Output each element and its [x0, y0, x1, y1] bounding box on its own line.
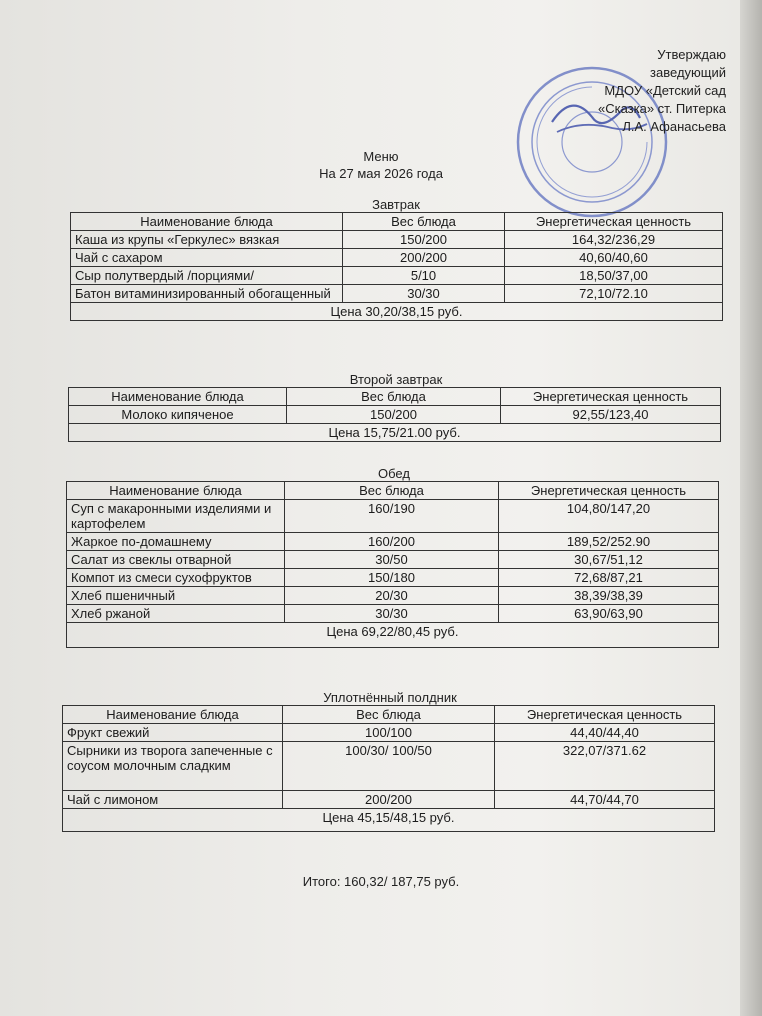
column-header-energy: Энергетическая ценность	[501, 388, 721, 406]
column-header-energy: Энергетическая ценность	[499, 482, 719, 500]
approval-block	[506, 46, 726, 136]
table-row	[71, 231, 723, 249]
dish-name: Чай с лимоном	[63, 791, 283, 809]
dish-weight: 160/190	[285, 500, 499, 533]
table-row	[71, 249, 723, 267]
menu-header	[0, 148, 762, 182]
column-header-energy: Энергетическая ценность	[495, 706, 715, 724]
dish-energy: 38,39/38,39	[499, 587, 719, 605]
dish-weight: 150/200	[343, 231, 505, 249]
dish-weight: 200/200	[343, 249, 505, 267]
dish-name: Чай с сахаром	[71, 249, 343, 267]
menu-date: На 27 мая 2026 года	[319, 166, 443, 181]
table-row	[63, 742, 715, 791]
table-header-row	[63, 706, 715, 724]
dish-weight: 150/180	[285, 569, 499, 587]
page-title: Меню	[363, 149, 399, 164]
column-header-weight: Вес блюда	[285, 482, 499, 500]
section-title-second-breakfast: Второй завтрак	[349, 372, 443, 387]
table-row	[71, 285, 723, 303]
dish-energy: 18,50/37,00	[505, 267, 723, 285]
dish-name: Каша из крупы «Геркулес» вязкая	[71, 231, 343, 249]
dish-weight: 5/10	[343, 267, 505, 285]
dish-energy: 30,67/51,12	[499, 551, 719, 569]
dish-weight: 30/30	[285, 605, 499, 623]
table-row	[67, 500, 719, 533]
price-row	[71, 303, 723, 321]
column-header-weight: Вес блюда	[287, 388, 501, 406]
approval-line: заведующий	[650, 65, 726, 80]
column-header-weight: Вес блюда	[343, 213, 505, 231]
table-row	[71, 267, 723, 285]
table-row	[67, 587, 719, 605]
column-header-name: Наименование блюда	[63, 706, 283, 724]
section-price: Цена 69,22/80,45 руб.	[67, 623, 719, 648]
dish-energy: 44,40/44,40	[495, 724, 715, 742]
dish-energy: 322,07/371.62	[495, 742, 715, 791]
dish-energy: 164,32/236,29	[505, 231, 723, 249]
table-header-row	[67, 482, 719, 500]
dish-name: Батон витаминизированный обогащенный	[71, 285, 343, 303]
snack-table	[62, 705, 715, 832]
section-title-breakfast: Завтрак	[372, 197, 420, 212]
price-row	[63, 809, 715, 832]
breakfast-table	[70, 212, 723, 321]
table-row	[63, 724, 715, 742]
column-header-name: Наименование блюда	[69, 388, 287, 406]
dish-name: Суп с макаронными изделиями и картофелем	[67, 500, 285, 533]
dish-name: Сырники из творога запеченные с соусом молочным сладким	[63, 742, 283, 791]
dish-energy: 104,80/147,20	[499, 500, 719, 533]
section-title-snack: Уплотнённый полдник	[323, 690, 457, 705]
dish-energy: 40,60/40,60	[505, 249, 723, 267]
dish-name: Фрукт свежий	[63, 724, 283, 742]
dish-weight: 20/30	[285, 587, 499, 605]
approval-line: Л.А. Афанасьева	[622, 119, 726, 134]
dish-name: Салат из свеклы отварной	[67, 551, 285, 569]
approval-line: МДОУ «Детский сад	[604, 83, 726, 98]
dish-name: Сыр полутвердый /порциями/	[71, 267, 343, 285]
table-header-row	[69, 388, 721, 406]
dish-weight: 150/200	[287, 406, 501, 424]
menu-total: Итого: 160,32/ 187,75 руб.	[302, 874, 460, 889]
section-price: Цена 30,20/38,15 руб.	[71, 303, 723, 321]
dish-weight: 160/200	[285, 533, 499, 551]
column-header-name: Наименование блюда	[67, 482, 285, 500]
table-row	[67, 551, 719, 569]
dish-weight: 30/50	[285, 551, 499, 569]
column-header-name: Наименование блюда	[71, 213, 343, 231]
table-row	[67, 533, 719, 551]
dish-energy: 63,90/63,90	[499, 605, 719, 623]
dish-weight: 200/200	[283, 791, 495, 809]
dish-energy: 72,10/72.10	[505, 285, 723, 303]
table-row	[63, 791, 715, 809]
table-header-row	[71, 213, 723, 231]
approval-line: Утверждаю	[657, 47, 726, 62]
table-row	[67, 605, 719, 623]
table-row	[67, 569, 719, 587]
price-row	[67, 623, 719, 648]
dish-energy: 72,68/87,21	[499, 569, 719, 587]
second-breakfast-table	[68, 387, 721, 442]
dish-energy: 189,52/252.90	[499, 533, 719, 551]
dish-name: Молоко кипяченое	[69, 406, 287, 424]
column-header-weight: Вес блюда	[283, 706, 495, 724]
dish-weight: 100/30/ 100/50	[283, 742, 495, 791]
dish-energy: 92,55/123,40	[501, 406, 721, 424]
section-price: Цена 45,15/48,15 руб.	[63, 809, 715, 832]
lunch-table	[66, 481, 719, 648]
dish-name: Хлеб ржаной	[67, 605, 285, 623]
dish-weight: 30/30	[343, 285, 505, 303]
dish-name: Компот из смеси сухофруктов	[67, 569, 285, 587]
price-row	[69, 424, 721, 442]
column-header-energy: Энергетическая ценность	[505, 213, 723, 231]
section-title-lunch: Обед	[378, 466, 410, 481]
table-row	[69, 406, 721, 424]
dish-energy: 44,70/44,70	[495, 791, 715, 809]
dish-name: Жаркое по-домашнему	[67, 533, 285, 551]
dish-weight: 100/100	[283, 724, 495, 742]
dish-name: Хлеб пшеничный	[67, 587, 285, 605]
section-price: Цена 15,75/21.00 руб.	[69, 424, 721, 442]
approval-line: «Сказка» ст. Питерка	[598, 101, 726, 116]
